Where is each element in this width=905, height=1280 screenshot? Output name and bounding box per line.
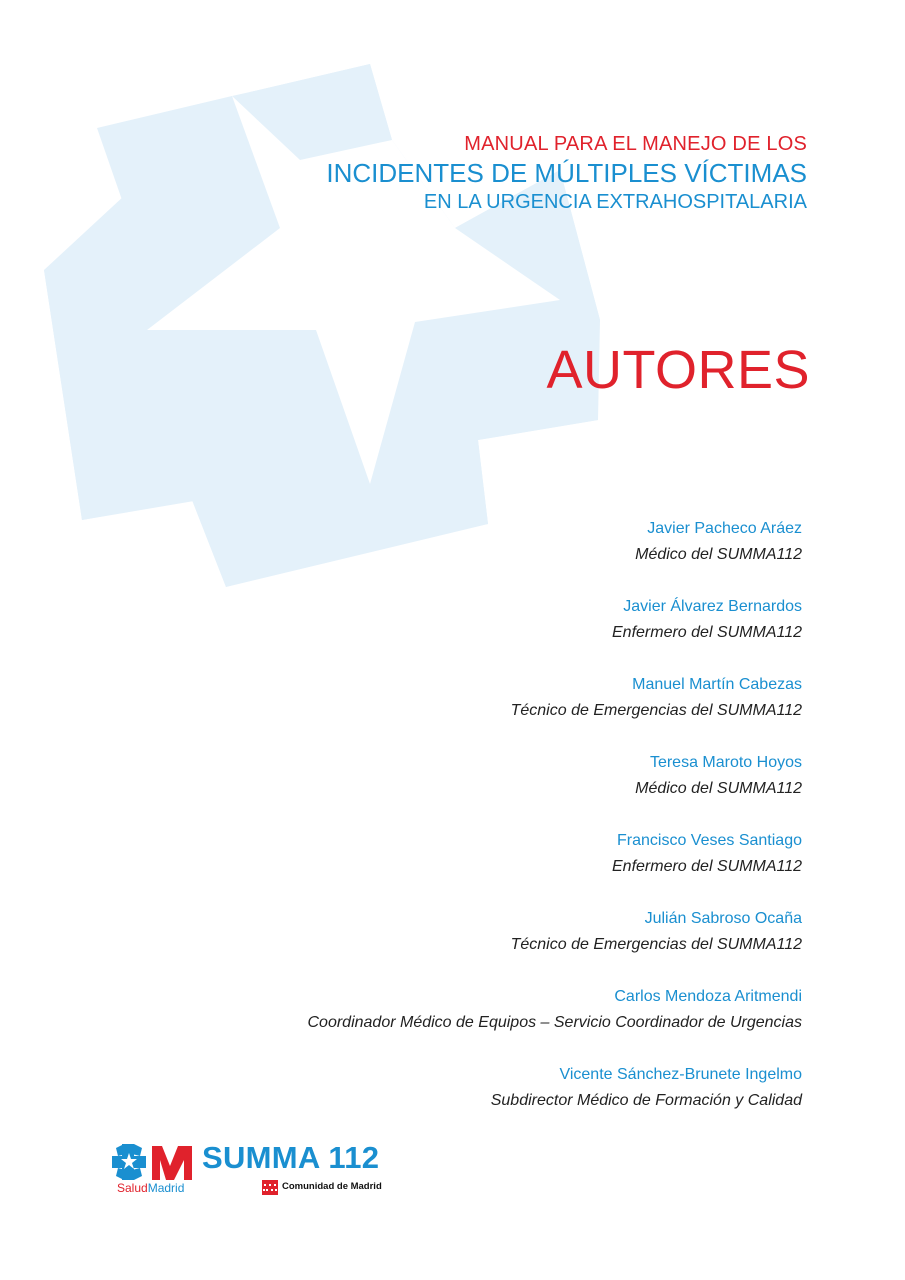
author-role: Técnico de Emergencias del SUMMA112 bbox=[510, 936, 802, 953]
author-name: Teresa Maroto Hoyos bbox=[649, 754, 802, 771]
manual-title-block bbox=[326, 132, 807, 214]
comunidad-de-madrid-logo bbox=[262, 1178, 382, 1196]
author-role: Coordinador Médico de Equipos – Servicio Coordinador de Urgencias bbox=[307, 1014, 802, 1031]
author-name: Javier Álvarez Bernardos bbox=[623, 598, 802, 615]
author-entry bbox=[308, 594, 803, 646]
author-role: Técnico de Emergencias del SUMMA112 bbox=[510, 702, 802, 719]
manual-title-line3: EN LA URGENCIA EXTRAHOSPITALARIA bbox=[423, 191, 807, 213]
author-role: Médico del SUMMA112 bbox=[635, 780, 802, 797]
author-name: Carlos Mendoza Aritmendi bbox=[614, 988, 802, 1005]
author-role: Subdirector Médico de Formación y Calidad bbox=[490, 1092, 802, 1109]
author-role: Enfermero del SUMMA112 bbox=[612, 624, 802, 641]
salud-madrid-logo-icon bbox=[112, 1144, 194, 1180]
authors-list bbox=[308, 516, 803, 1140]
footer-logos bbox=[112, 1140, 412, 1200]
summa-112-wordmark: SUMMA 112 bbox=[202, 1140, 380, 1175]
author-name: Vicente Sánchez-Brunete Ingelmo bbox=[559, 1066, 802, 1083]
salud-madrid-wordmark bbox=[117, 1181, 184, 1195]
section-title: AUTORES bbox=[546, 340, 810, 400]
author-name: Julián Sabroso Ocaña bbox=[644, 910, 802, 927]
manual-title-line1: MANUAL PARA EL MANEJO DE LOS bbox=[464, 133, 807, 155]
author-entry bbox=[308, 750, 803, 802]
author-entry bbox=[308, 984, 803, 1036]
salud-wordmark-part1: Salud bbox=[117, 1181, 148, 1195]
author-entry bbox=[308, 516, 803, 568]
author-name: Francisco Veses Santiago bbox=[617, 832, 802, 849]
author-entry bbox=[308, 1062, 803, 1114]
author-entry bbox=[308, 828, 803, 880]
manual-title-line2: INCIDENTES DE MÚLTIPLES VÍCTIMAS bbox=[326, 158, 807, 188]
salud-wordmark-part2: Madrid bbox=[147, 1181, 185, 1195]
author-entry bbox=[308, 906, 803, 958]
author-name: Javier Pacheco Aráez bbox=[647, 520, 802, 537]
author-role: Médico del SUMMA112 bbox=[635, 546, 802, 563]
comunidad-madrid-flag-icon bbox=[262, 1180, 278, 1195]
author-entry bbox=[308, 672, 803, 724]
author-role: Enfermero del SUMMA112 bbox=[612, 858, 802, 875]
comunidad-de-madrid-label: Comunidad de Madrid bbox=[282, 1181, 382, 1192]
author-name: Manuel Martín Cabezas bbox=[632, 676, 802, 693]
